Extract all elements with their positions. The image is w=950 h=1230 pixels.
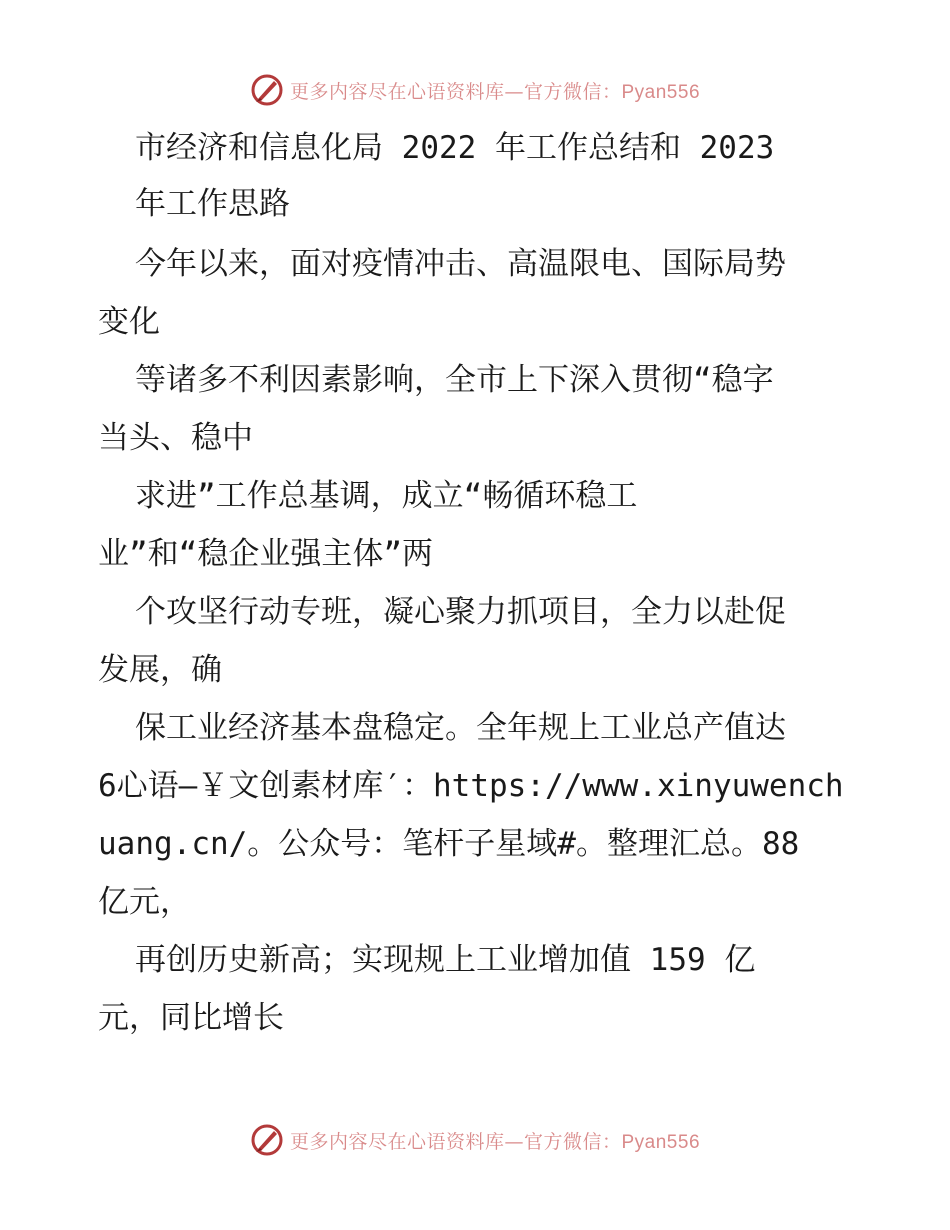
paragraph-line: 当头、稳中 (98, 420, 253, 456)
watermark-wechat-id: Pyan556 (621, 81, 701, 103)
paragraph-line: 再创历史新高；实现规上工业增加值 159 亿 (135, 942, 756, 978)
paragraph-line: 发展，确 (98, 652, 222, 688)
paragraph-line: 等诸多不利因素影响，全市上下深入贯彻“稳字 (135, 362, 774, 398)
paragraph-line: 求进”工作总基调，成立“畅循环稳工 (135, 478, 638, 514)
watermark-wechat-id: Pyan556 (621, 1131, 701, 1153)
paragraph-line: 元，同比增长 (98, 1000, 284, 1036)
paragraph-line: 变化 (98, 304, 160, 340)
title-line-1: 市经济和信息化局 2022 年工作总结和 2023 (135, 130, 775, 166)
paragraph-line: uang.cn/。公众号：笔杆子星域#。整理汇总。88 (98, 826, 800, 862)
quill-logo-icon (250, 73, 284, 107)
paragraph-line: 个攻坚行动专班，凝心聚力抓项目，全力以赴促 (135, 594, 786, 630)
watermark-text: 更多内容尽在心语资料库—官方微信： (289, 80, 622, 103)
paragraph-line: 6心语—￥文创素材库′：https://www.xinyuwench (98, 768, 844, 804)
header-watermark (0, 70, 950, 110)
paragraph-line: 保工业经济基本盘稳定。全年规上工业总产值达 (135, 710, 786, 746)
watermark-text: 更多内容尽在心语资料库—官方微信： (289, 1130, 622, 1153)
paragraph-line: 业”和“稳企业强主体”两 (98, 536, 433, 572)
paragraph-line: 亿元， (98, 884, 191, 920)
quill-logo-icon (250, 1123, 284, 1157)
paragraph-line: 今年以来，面对疫情冲击、高温限电、国际局势 (135, 246, 786, 282)
footer-watermark (0, 1120, 950, 1160)
title-line-2: 年工作思路 (135, 186, 290, 222)
